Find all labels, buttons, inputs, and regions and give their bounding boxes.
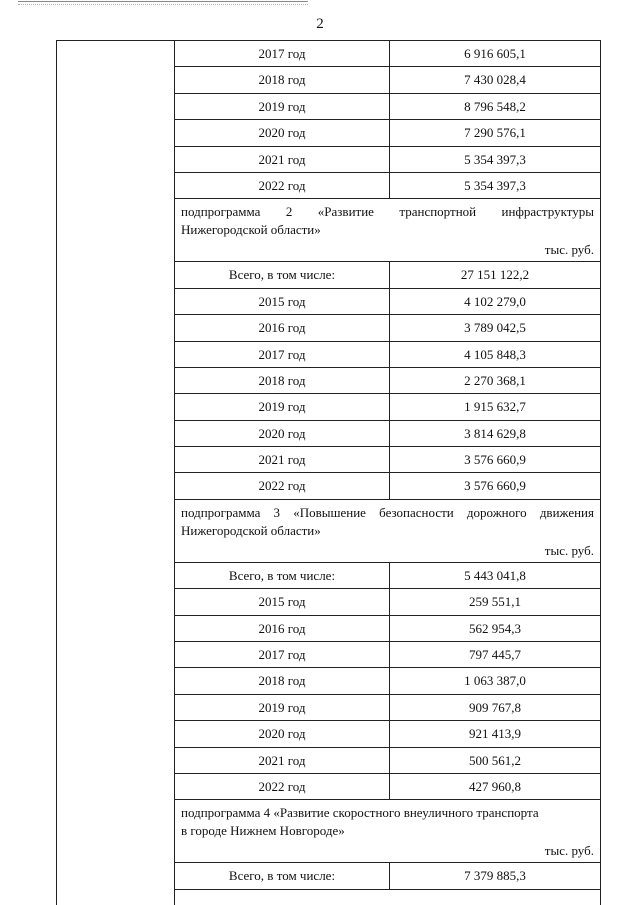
subprogram-2-header — [175, 199, 600, 262]
year-cell: 2020 год — [175, 421, 390, 446]
value-cell: 4 102 279,0 — [464, 293, 526, 309]
funding-table — [56, 40, 601, 905]
unit-label: тыс. руб. — [544, 242, 594, 258]
value-cell: 3 576 660,9 — [464, 452, 526, 468]
table-row — [175, 342, 600, 368]
table-row — [175, 695, 600, 721]
unit-label: тыс. руб. — [544, 843, 594, 859]
year-cell: Всего, в том числе: — [175, 262, 390, 287]
year-cell: 2019 год — [175, 695, 390, 720]
year-cell: 2016 год — [175, 315, 390, 340]
year-cell: Всего, в том числе: — [175, 863, 390, 888]
table-row — [175, 262, 600, 288]
subprogram-3-header — [175, 500, 600, 563]
funding-details — [175, 41, 600, 890]
year-cell: 2018 год — [175, 668, 390, 693]
year-cell: 2017 год — [175, 41, 390, 66]
value-cell: 921 413,9 — [469, 726, 521, 742]
unit-label: тыс. руб. — [544, 542, 594, 558]
year-cell: 2022 год — [175, 173, 390, 198]
table-row — [175, 668, 600, 694]
subprogram-title: подпрограмма 2 «Развитие транспортной инфраструктуры Нижегородской области» — [181, 204, 594, 238]
year-cell: 2021 год — [175, 447, 390, 472]
value-cell: 4 105 848,3 — [464, 346, 526, 362]
value-cell: 7 430 028,4 — [464, 72, 526, 88]
table-row — [175, 368, 600, 394]
value-cell: 5 354 397,3 — [464, 151, 526, 167]
year-cell: 2019 год — [175, 394, 390, 419]
value-cell: 5 443 041,8 — [464, 567, 526, 583]
year-cell: Всего, в том числе: — [175, 563, 390, 588]
year-cell: 2019 год — [175, 94, 390, 119]
table-row — [175, 447, 600, 473]
value-cell: 1 915 632,7 — [464, 399, 526, 415]
value-cell: 500 561,2 — [469, 752, 521, 768]
year-cell: 2021 год — [175, 147, 390, 172]
table-row — [175, 589, 600, 615]
subprogram-4-header — [175, 800, 600, 863]
value-cell: 562 954,3 — [469, 620, 521, 636]
table-row — [175, 721, 600, 747]
year-cell: 2020 год — [175, 721, 390, 746]
table-row — [175, 394, 600, 420]
value-cell: 259 551,1 — [469, 594, 521, 610]
table-row — [175, 315, 600, 341]
table-row — [175, 563, 600, 589]
table-row — [175, 863, 600, 889]
table-row — [175, 616, 600, 642]
value-cell: 3 789 042,5 — [464, 320, 526, 336]
value-cell: 909 767,8 — [469, 699, 521, 715]
table-row — [175, 94, 600, 120]
year-cell: 2017 год — [175, 342, 390, 367]
left-column — [57, 41, 175, 905]
table-row — [175, 473, 600, 499]
table-row — [175, 642, 600, 668]
value-cell: 27 151 122,2 — [460, 267, 530, 283]
value-cell: 7 379 885,3 — [464, 868, 526, 884]
value-cell: 7 290 576,1 — [464, 125, 526, 141]
year-cell: 2018 год — [175, 368, 390, 393]
table-row — [175, 774, 600, 800]
table-row — [175, 748, 600, 774]
page-number: 2 — [316, 16, 324, 32]
table-row — [175, 41, 600, 67]
table-row — [175, 421, 600, 447]
year-cell: 2017 год — [175, 642, 390, 667]
year-cell: 2015 год — [175, 589, 390, 614]
top-edge-line — [18, 1, 308, 5]
year-cell: 2015 год — [175, 289, 390, 314]
table-row — [175, 147, 600, 173]
value-cell: 5 354 397,3 — [464, 177, 526, 193]
table-row — [175, 120, 600, 146]
subprogram-title-line: в городе Нижнем Новгороде» — [181, 823, 345, 839]
year-cell: 2022 год — [175, 473, 390, 498]
subprogram-title-line: подпрограмма 4 «Развитие скоростного внеуличного транспорта — [181, 805, 539, 821]
year-cell: 2018 год — [175, 67, 390, 92]
subprogram-title: подпрограмма 3 «Повышение безопасности дорожного движения Нижегородской области» — [181, 504, 594, 538]
value-cell: 1 063 387,0 — [464, 673, 526, 689]
year-cell: 2016 год — [175, 616, 390, 641]
value-cell: 3 576 660,9 — [464, 478, 526, 494]
value-cell: 2 270 368,1 — [464, 372, 526, 388]
value-cell: 3 814 629,8 — [464, 425, 526, 441]
value-cell: 6 916 605,1 — [464, 46, 526, 61]
table-row — [175, 67, 600, 93]
value-cell: 797 445,7 — [469, 647, 521, 663]
value-cell: 8 796 548,2 — [464, 98, 526, 114]
table-row — [175, 173, 600, 199]
table-row — [175, 289, 600, 315]
value-cell: 427 960,8 — [469, 778, 521, 794]
year-cell: 2020 год — [175, 120, 390, 145]
year-cell: 2021 год — [175, 748, 390, 773]
year-cell: 2022 год — [175, 774, 390, 799]
